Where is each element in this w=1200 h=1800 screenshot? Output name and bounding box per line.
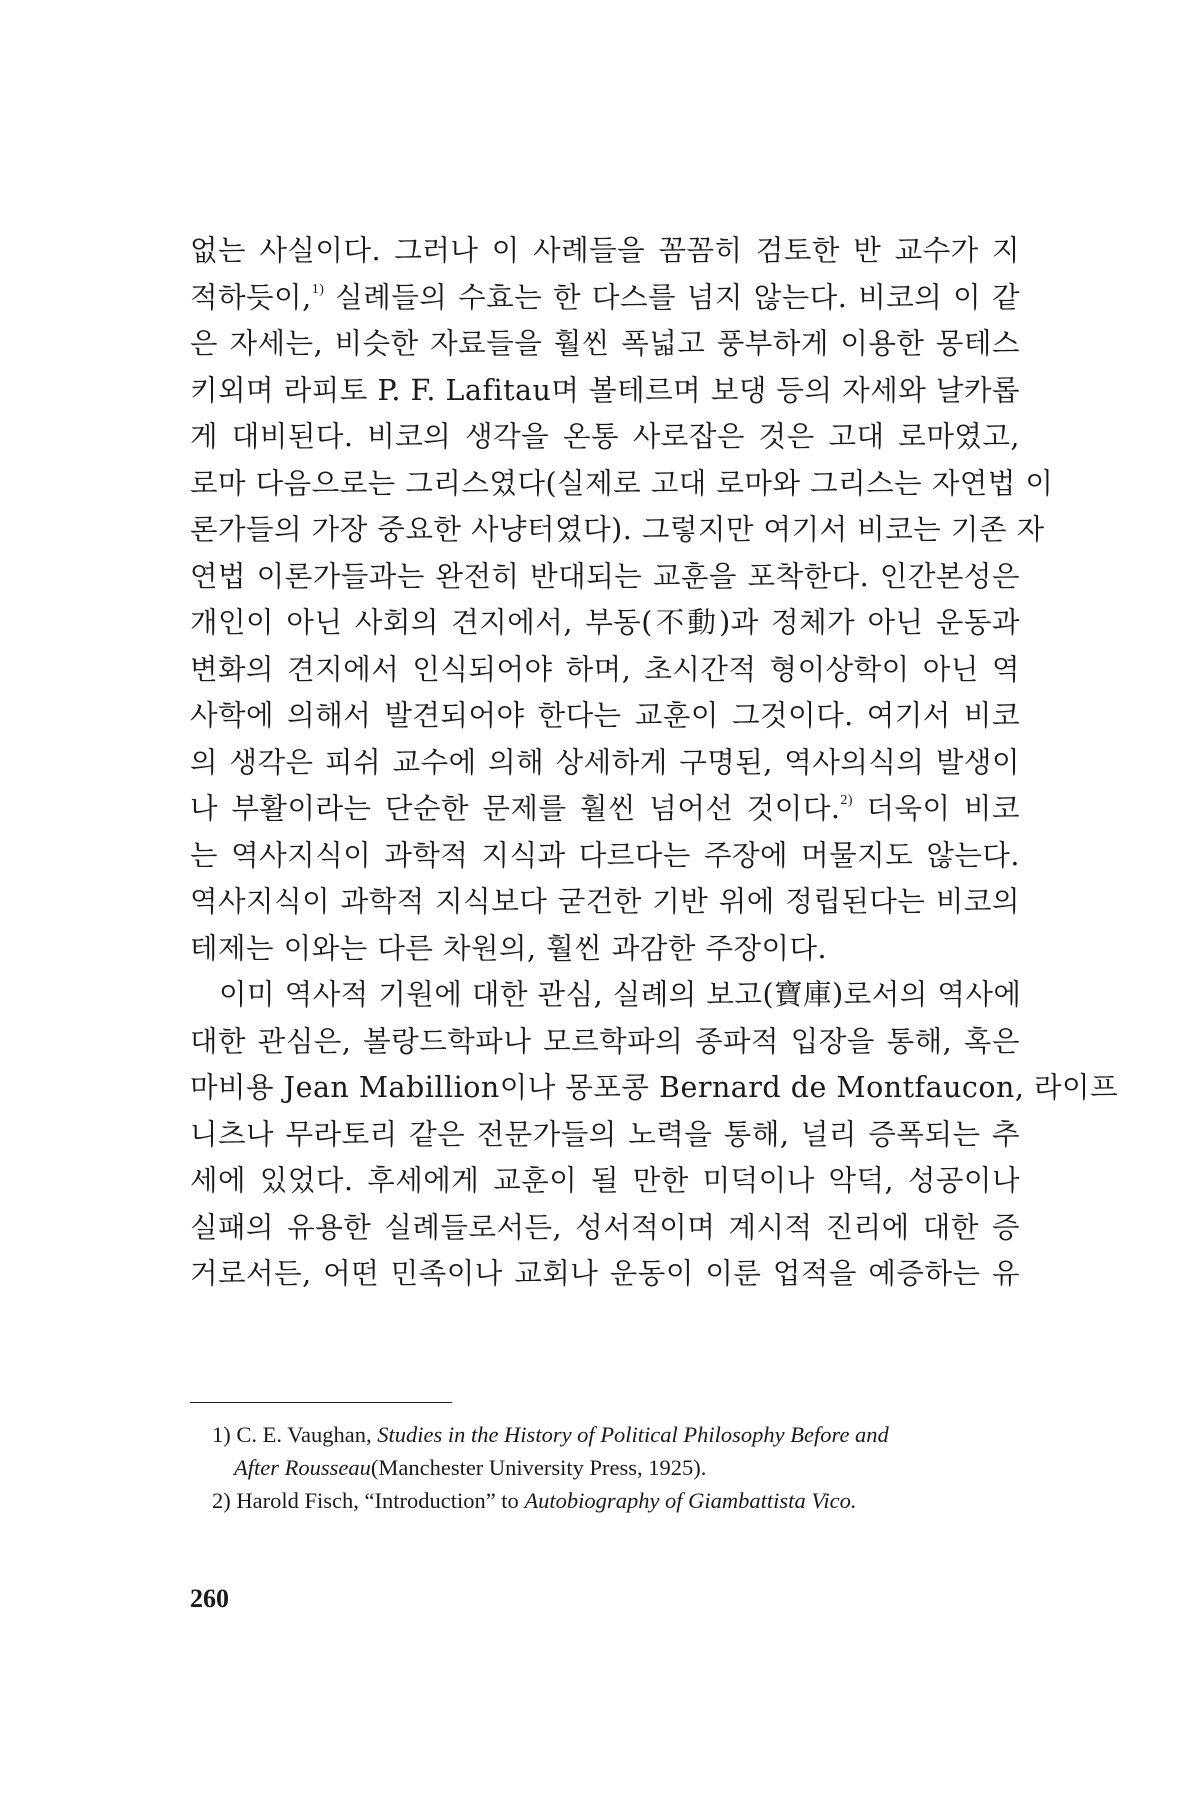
- text-line: 없는 사실이다. 그러나 이 사례들을 꼼꼼히 검토한 반 교수가 지: [190, 234, 1020, 267]
- text-line: 로마 다음으로는 그리스였다(실제로 고대 로마와 그리스는 자연법 이: [190, 466, 1054, 500]
- text-line: 나 부활이라는 단순한 문제를 훨씬 넘어선 것이다.$^{2)}$ 더욱이 비코: [190, 792, 1020, 825]
- text-line: 변화의 견지에서 인식되어야 하며, 초시간적 형이상학이 아닌 역: [190, 652, 1020, 686]
- text-line: 이미 역사적 기원에 대한 관심, 실례의 보고(寶庫)로서의 역사에: [219, 978, 1022, 1011]
- footnote-1-continued: After Rousseau(Manchester University Press, 1925).: [234, 1455, 707, 1480]
- footnote-2: 2) Harold Fisch, “Introduction” to Autobiography of Giambattista Vico.: [212, 1488, 857, 1513]
- text-line: 사학에 의해서 발견되어야 한다는 교훈이 그것이다. 여기서 비코: [190, 699, 1020, 732]
- text-line: 는 역사지식이 과학적 지식과 다르다는 주장에 머물지도 않는다.: [190, 838, 1020, 872]
- text-line: 론가들의 가장 중요한 사냥터였다). 그렇지만 여기서 비코는 기존 자: [190, 513, 1045, 546]
- text-line: 세에 있었다. 후세에게 교훈이 될 만한 미덕이나 악덕, 성공이나: [190, 1164, 1020, 1197]
- text-line: 키외며 라피토 P. F. Lafitau며 볼테르며 보댕 등의 자세와 날카롭: [190, 373, 1020, 407]
- text-line: 역사지식이 과학적 지식보다 굳건한 기반 위에 정립된다는 비코의: [190, 885, 1020, 918]
- text-line: 니츠나 무라토리 같은 전문가들의 노력을 통해, 널리 증폭되는 추: [190, 1117, 1020, 1151]
- footnote-1: 1) C. E. Vaughan, Studies in the History of Political Philosophy Before and: [212, 1422, 889, 1447]
- footnote-ref-1: 1): [311, 281, 325, 297]
- text-line: 실패의 유용한 실례들로서든, 성서적이며 계시적 진리에 대한 증: [190, 1210, 1020, 1244]
- footnote-divider: [190, 1402, 452, 1403]
- text-line: 연법 이론가들과는 완전히 반대되는 교훈을 포착한다. 인간본성은: [190, 559, 1020, 593]
- footnotes: [212, 1418, 1022, 1517]
- text-line: 거로서든, 어떤 민족이나 교회나 운동이 이룬 업적을 예증하는 유: [190, 1257, 1020, 1290]
- footnote-ref-2: 2): [840, 793, 854, 808]
- text-line: 은 자세는, 비슷한 자료들을 훨씬 폭넓고 풍부하게 이용한 몽테스: [190, 327, 1020, 360]
- text-line: 테제는 이와는 다른 차원의, 훨씬 과감한 주장이다.: [190, 931, 828, 965]
- text-line: 의 생각은 피쉬 교수에 의해 상세하게 구명된, 역사의식의 발생이: [190, 745, 1020, 779]
- body-text: [190, 228, 1119, 1298]
- text-line: 게 대비된다. 비코의 생각을 온통 사로잡은 것은 고대 로마였고,: [190, 420, 1020, 453]
- text-line: 대한 관심은, 볼랑드학파나 모르학파의 종파적 입장을 통해, 혹은: [190, 1024, 1020, 1058]
- text-line: 적하듯이,$^{1)}$ 실례들의 수효는 한 다스를 넘지 않는다. 비코의 이 같: [190, 280, 1020, 314]
- text-line: 마비용 Jean Mabillion이나 몽포콩 Bernard de Montfaucon, 라이프: [190, 1071, 1119, 1104]
- text-line: 개인이 아닌 사회의 견지에서, 부동(不動)과 정체가 아닌 운동과: [190, 606, 1020, 639]
- page-number: 260: [190, 1584, 229, 1613]
